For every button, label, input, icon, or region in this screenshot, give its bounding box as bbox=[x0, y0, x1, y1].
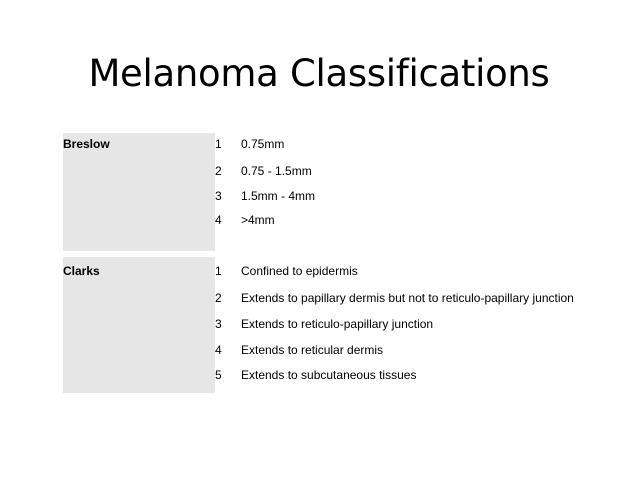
breslow-row-3-number: 3 bbox=[215, 189, 222, 203]
clarks-row-1-number: 1 bbox=[215, 264, 222, 278]
clarks-row-5-text: Extends to subcutaneous tissues bbox=[241, 368, 417, 382]
breslow-row-1-text: 0.75mm bbox=[241, 137, 285, 151]
clarks-row-5-number: 5 bbox=[215, 368, 222, 382]
breslow-row-2-text: 0.75 - 1.5mm bbox=[241, 164, 312, 178]
clarks-row-1-text: Confined to epidermis bbox=[241, 264, 358, 278]
clarks-row-3-text: Extends to reticulo-papillary junction bbox=[241, 317, 434, 331]
clarks-label: Clarks bbox=[63, 264, 100, 278]
clarks-row-4-number: 4 bbox=[215, 343, 222, 357]
breslow-row-1-number: 1 bbox=[215, 137, 222, 151]
breslow-row-3-text: 1.5mm - 4mm bbox=[241, 189, 316, 203]
clarks-row-2-text: Extends to papillary dermis but not to reticulo-papillary junction bbox=[241, 291, 574, 305]
breslow-row-4-text: >4mm bbox=[241, 213, 275, 227]
clarks-row-4-text: Extends to reticular dermis bbox=[241, 343, 384, 357]
clarks-row-2-number: 2 bbox=[215, 291, 222, 305]
breslow-label: Breslow bbox=[63, 137, 110, 151]
clarks-row-3-number: 3 bbox=[215, 317, 222, 331]
breslow-row-4-number: 4 bbox=[215, 213, 222, 227]
breslow-row-2-number: 2 bbox=[215, 164, 222, 178]
page-title: Melanoma Classifications bbox=[88, 52, 550, 95]
